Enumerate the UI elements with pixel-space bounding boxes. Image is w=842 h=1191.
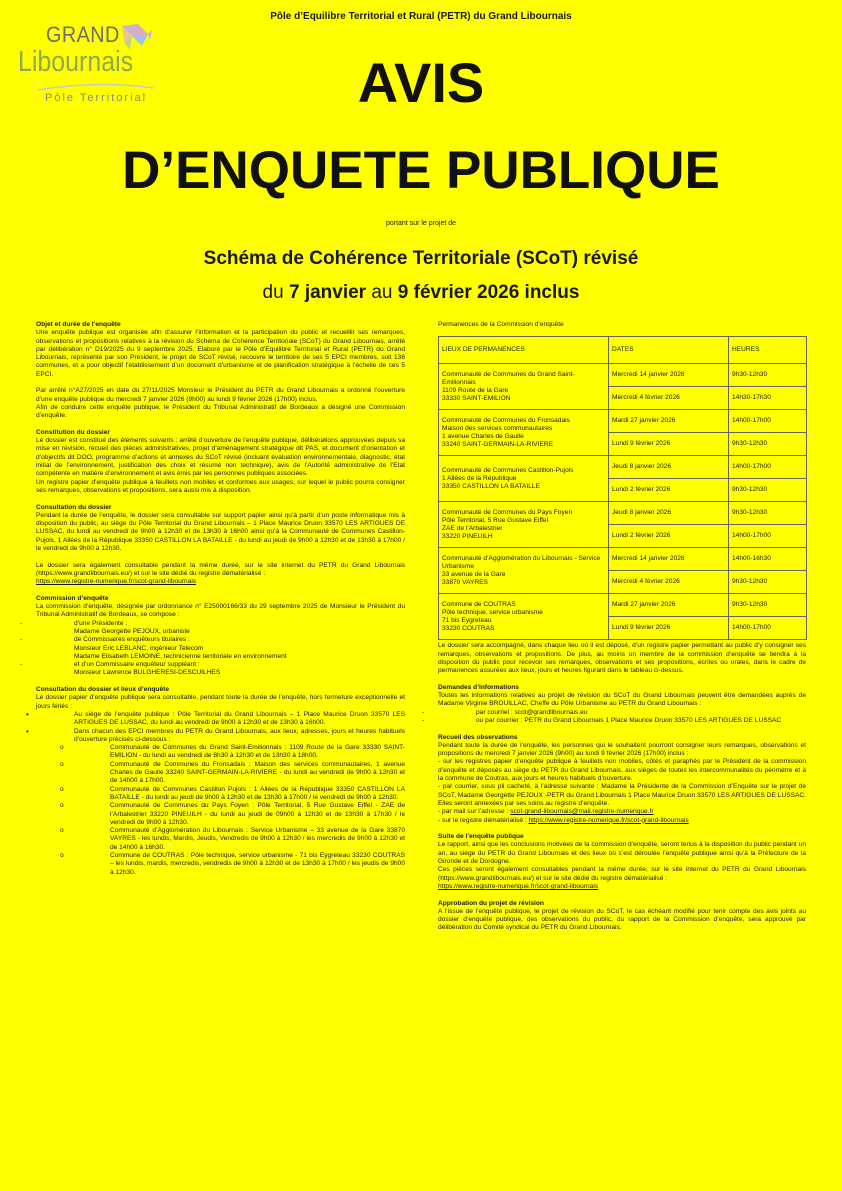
section-consultation-web bbox=[36, 562, 405, 587]
commission-presidente-label: - d’une Présidente : bbox=[36, 620, 405, 628]
page-title-avis: AVIS bbox=[357, 51, 485, 114]
constitution-paragraph-2: Un registre papier d’enquête publique à feuillets non mobiles et conformes aux usages, sur lequel le public pourra consigner ses remarques, observations et propositions, sera aussi mis à disposition. bbox=[36, 478, 405, 494]
recueil-registre-label: - sur le registre dématérialisé : bbox=[438, 816, 529, 824]
table-cell-heure: 14h00-17h00 bbox=[729, 617, 807, 640]
objet-paragraph-1: Une enquête publique est organisée afin d’assurer l’information et la participation du public et recueillir ses remarques, observations et propositions relatives à la révision du Schéma de Cohérence Territoriale (SCoT) du Grand Libournais, arrêté par délibération n° D19/2025 du 9 septembre 2025. Elaboré par le Pôle d’Equilibre Territorial et Rural (PETR) du Grand Libournais, représenté par son Président, le projet de SCoT révisé, recouvre le territoire de ses 5 EPCI membres, soit 136 communes, et a pour objectif l’établissement d’un document d’urbanisme et de planification stratégique à l’échelle de ces 5 EPCI. bbox=[36, 329, 405, 378]
lieu-line: Communauté de Communes du Grand Saint-Emilionnais bbox=[442, 370, 575, 386]
table-cell-lieu bbox=[439, 548, 609, 594]
lieu-line: 1 avenue Charles de Gaulle bbox=[442, 432, 524, 440]
table-cell-heure: 9h30-12h30 bbox=[729, 364, 807, 387]
lieu-line: Pôle Territorial, 5 Rue Gustave Eiffel bbox=[442, 516, 549, 524]
commission-presidente: Madame Georgette PEJOUX, urbaniste bbox=[74, 627, 190, 635]
lieux-item-fronsadais: o Communauté de Communes du Fronsadais : Maison des services communautaires, 1 avenue Charles de Gaulle 33240 SAINT-GERMAIN-LA-RIVIERE - du lundi au vendredi de 9h00 à 12h30 et de 14h00 à 17h00. bbox=[72, 761, 405, 786]
demandes-courrier: - ou par courrier : PETR du Grand Libournais 1 Place Maurice Druon 33570 LES ARTIGUES DE LUSSAC bbox=[438, 717, 806, 725]
dates-start: 7 janvier bbox=[288, 282, 367, 303]
section-arrete bbox=[36, 387, 405, 420]
table-cell-lieu bbox=[439, 410, 609, 456]
recueil-mail-label: - par mail sur l’adresse : bbox=[438, 808, 511, 816]
page-title-enquete: D’ENQUETE PUBLIQUE bbox=[122, 141, 720, 200]
section-permanences-text bbox=[438, 642, 806, 675]
dates-du: du bbox=[262, 282, 289, 303]
constitution-title: Constitution du dossier bbox=[36, 428, 110, 436]
table-header-heures: HEURES bbox=[729, 337, 807, 364]
suite-title: Suite de l’enquête publique bbox=[438, 833, 524, 841]
permanences-table bbox=[438, 336, 807, 640]
recueil-paragraph-1: Pendant toute la durée de l’enquête, les personnes qui le souhaitent pourront consigner leurs remarques, observations et propositions du mercredi 7 janvier 2026 (9h00) au lundi 9 février 2026 (17h00) inclus : bbox=[438, 741, 806, 758]
suite-registre-link[interactable]: https://www.registre-numerique.fr/scot-grand-libournais bbox=[438, 882, 599, 890]
demandes-courriel: - par courriel : scot@grandlibournais.eu bbox=[438, 709, 806, 717]
logo-grand-text: GRAND bbox=[46, 22, 120, 47]
commission-suppleant: Monsieur Lawrence BULGHERESI-DESCUILHES bbox=[74, 669, 221, 677]
table-cell-date: Lundi 2 février 2026 bbox=[609, 525, 729, 548]
objet-title: Objet et durée de l’enquête bbox=[36, 321, 121, 328]
logo-libournais-text: Libournais bbox=[18, 46, 134, 78]
table-cell-date: Mercredi 4 février 2026 bbox=[609, 387, 729, 410]
consultation-paragraph-2: Le dossier sera également consultable pendant la même durée, sur le site internet du PETR du Grand Libournais (https://www.grandlibournais.eu/) et sur le site dédié du registre dématérialisé : bbox=[36, 561, 405, 577]
lieu-line: 33220 PINEUILH bbox=[442, 532, 493, 540]
table-cell-date: Mercredi 14 janvier 2026 bbox=[609, 364, 729, 387]
section-constitution bbox=[36, 429, 405, 495]
logo-pole-text: Pôle Territorial bbox=[45, 92, 148, 104]
section-consultation bbox=[36, 504, 405, 554]
suite-paragraph-1: Le rapport, ainsi que les conclusions motivées de la commission d’enquête, seront tenus à la disposition du public pendant un an, au siège du PETR du Grand Libournais et des lieux où s’est déroulée l’enquête publique ainsi qu’à la Préfecture de la Gironde et de Dordogne. bbox=[438, 841, 806, 866]
scot-title: Schéma de Cohérence Territoriale (SCoT) révisé bbox=[203, 248, 639, 269]
recueil-paragraph-2: - sur les registres papier d’enquête publique à feuillets non mobiles, côtés et paraphés par le Président de la commission d’enquête et déposés au siège du PETR du Grand Libournais, aux sièges de toutes les intercommunalités du périmètre et à la commune de Coutras, aux jours et heures habituels d’ouverture. bbox=[438, 758, 806, 783]
lieux-item-coutras: o Commune de COUTRAS : Pôle technique, service urbanisme - 71 bis Eygreteau 33230 COUTRAS – les lundis, mardis, mercredis, vendredis de 9h00 à 12h30 et de 13h30 à 17h00 / les jeudis de 9h00 à 12h30. bbox=[72, 852, 405, 877]
lieu-line: Communauté de Communes du Pays Foyen bbox=[442, 508, 573, 516]
commission-title: Commission d’enquête bbox=[36, 594, 109, 602]
table-cell-lieu bbox=[439, 364, 609, 410]
approbation-title: Approbation du projet de révision bbox=[438, 899, 544, 907]
lieu-line: 33330 SAINT-EMILION bbox=[442, 394, 511, 402]
lieu-line: 33240 SAINT-GERMAIN-LA-RIVIERE bbox=[442, 440, 554, 448]
table-cell-heure: 14h30-17h30 bbox=[729, 387, 807, 410]
table-row bbox=[439, 410, 807, 433]
lieu-line: 71 bis Eygreteau bbox=[442, 616, 492, 624]
lieux-item-castillon: o Communauté de Communes Castillon Pujols : 1 Allées de la République 33350 CASTILLON LA BATAILLE - du lundi au jeudi de 9h00 à 12h30 et de 13h30 à 17h00 / le vendredi de 9h00 à 12h30. bbox=[72, 786, 405, 803]
permanences-title: Permanences de la Commission d’enquête bbox=[438, 321, 564, 328]
table-cell-heure: 14h00-17h00 bbox=[729, 410, 807, 433]
permanences-paragraph: Le dossier sera accompagné, dans chaque lieu où il est déposé, d’un registre papier permettant au public d’y consigner ses remarques, observations et propositions. De plus, au moins un membre de la commission d’enquête se tiendra à la disposition du public pour recevoir ses remarques, observations et ses propositions, écrites ou orales, dans le cadre de permanences assurées aux lieux, jours et heures figurant dans le tableau ci-dessus. bbox=[438, 642, 806, 675]
recueil-mail-line bbox=[438, 808, 806, 816]
table-header-dates: DATES bbox=[609, 337, 729, 364]
table-row bbox=[439, 456, 807, 479]
table-cell-lieu bbox=[439, 594, 609, 640]
table-cell-date: Mercredi 14 janvier 2026 bbox=[609, 548, 729, 571]
lieux-item-saint-emilionnais: o Communauté de Communes du Grand Saint-Emilionnais : 1109 Route de la Gare 33330 SAINT-EMILION - du lundi au vendredi de 8h30 à 12h30 et de 13h30 à 18h00. bbox=[72, 744, 405, 761]
table-cell-date: Lundi 9 février 2026 bbox=[609, 433, 729, 456]
commission-paragraph: La commission d’enquête, désignée par ordonnance n° E25000166/33 du 29 septembre 2025 de Monsieur le Président du Tribunal Administratif de Bordeaux, se compose : bbox=[36, 603, 405, 619]
lieu-line: Communauté d’Agglomération du Libournais - Service Urbanisme bbox=[442, 554, 601, 570]
table-cell-heure: 14h00-17h00 bbox=[729, 456, 807, 479]
recueil-mail-link[interactable]: scot-grand-libournais@mail.registre-numerique.fr bbox=[510, 808, 654, 816]
table-row bbox=[439, 548, 807, 571]
consultation-title: Consultation du dossier bbox=[36, 503, 112, 511]
table-header-row bbox=[439, 337, 807, 364]
table-cell-date: Mardi 27 janvier 2026 bbox=[609, 410, 729, 433]
recueil-registre-line bbox=[438, 817, 806, 825]
lieu-line: 1109 Route de la Gare bbox=[442, 386, 509, 394]
lieux-item-pays-foyen: o Communauté de Communes du Pays Foyen : Pôle Territorial, 5 Rue Gustave Eiffel - ZAE de l’Arbalestrier 33220 PINEUILH - du lundi au jeudi de 09h00 à 12h30 et de 13h30 à 17h30 / le vendredi de 9h00 à 12h30. bbox=[72, 802, 405, 827]
lieu-line: ZAE de l’Arbalestrier bbox=[442, 524, 503, 532]
table-cell-heure: 14h00-17h00 bbox=[729, 525, 807, 548]
table-header-lieux: LIEUX DE PERMANENCES bbox=[439, 337, 609, 364]
table-cell-date: Jeudi 8 janvier 2026 bbox=[609, 502, 729, 525]
table-row bbox=[439, 502, 807, 525]
table-cell-date: Lundi 9 février 2026 bbox=[609, 617, 729, 640]
suite-paragraph-2: Ces pièces seront également consultables pendant la même durée, sur le site internet du PETR du Grand Libournais (https://www.grandlibournais.eu/) et sur le site dédié du registre dématérialisé : bbox=[438, 866, 806, 882]
section-lieux bbox=[36, 686, 405, 877]
table-cell-heure: 9h30-12h30 bbox=[729, 502, 807, 525]
left-column bbox=[36, 321, 405, 877]
lieu-line: 33350 CASTILLON LA BATAILLE bbox=[442, 482, 540, 490]
lieux-item-libournais: o Communauté d’Agglomération du Libournais : Service Urbanisme – 33 avenue de la Gare 33870 VAYRES - les lundis, Mardis, Jeudis, Vendredis de 9h00 à 12h30 / les mercredis de 9h00 à 12h30 et de 14h00 à 16h30. bbox=[72, 827, 405, 852]
lieu-line: 1 Allées de la République bbox=[442, 474, 517, 482]
dates-line bbox=[0, 282, 842, 304]
lieu-line: Pôle technique, service urbanisme bbox=[442, 608, 543, 616]
lieu-line: 33 avenue de la Gare bbox=[442, 570, 506, 578]
table-cell-heure: 14h00-16h30 bbox=[729, 548, 807, 571]
commission-suppleant-label: - et d’un Commissaire enquêteur suppléant : bbox=[36, 661, 405, 669]
table-cell-heure: 9h30-12h30 bbox=[729, 594, 807, 617]
dates-au: au bbox=[366, 282, 398, 303]
objet-paragraph-2: Par arrêté n°A27/2025 en date du 27/11/2025 Monsieur le Président du PETR du Grand Libournais a ordonné l’ouverture d’une enquête publique du mercredi 7 janvier 2026 (9h00) au lundi 9 février 2026 (17h00) inclus. bbox=[36, 387, 405, 403]
table-cell-date: Mercredi 4 février 2026 bbox=[609, 571, 729, 594]
table-cell-date: Mardi 27 janvier 2026 bbox=[609, 594, 729, 617]
lieu-line: Commune de COUTRAS bbox=[442, 600, 516, 608]
table-cell-date: Jeudi 8 janvier 2026 bbox=[609, 456, 729, 479]
table-cell-heure: 9h30-12h30 bbox=[729, 479, 807, 502]
dates-end: 9 février 2026 inclus bbox=[397, 282, 580, 303]
table-row bbox=[439, 594, 807, 617]
recueil-registre-link[interactable]: https://www.registre-numerique.fr/scot-grand-libournais bbox=[528, 816, 689, 824]
lieux-bullet-siege: • Au siège de l’enquête publique : Pôle Territorial du Grand Libournais – 1 Place Maurice Druon 33570 LES ARTIGUES DE LUSSAC, du lundi au vendredi de 9h00 à 12h30 et de 13h30 à 16h00. bbox=[36, 711, 405, 728]
section-approbation bbox=[438, 900, 806, 933]
lieu-line: 33230 COUTRAS bbox=[442, 624, 495, 632]
lieux-bullet-epci: • Dans chacun des EPCI membres du PETR du Grand Libournais, aux lieux, adresses, jours et heures habituels d’ouverture précisés ci-dessous : bbox=[36, 728, 405, 745]
recueil-title: Recueil des observations bbox=[438, 733, 518, 741]
table-cell-lieu bbox=[439, 502, 609, 548]
lieu-line: Maison des services communautaires bbox=[442, 424, 553, 432]
table-cell-heure: 9h30-12h30 bbox=[729, 571, 807, 594]
petr-header-line: Pôle d’Equilibre Territorial et Rural (PETR) du Grand Libournais bbox=[270, 11, 572, 22]
table-cell-heure: 9h30-12h30 bbox=[729, 433, 807, 456]
lieux-paragraph: Le dossier papier d’enquête publique sera consultable, pendant toute la durée de l’enquête, hors fermeture exceptionnelle et jours fériés : bbox=[36, 694, 405, 710]
section-demandes bbox=[438, 684, 806, 725]
permanences-table-body bbox=[439, 364, 807, 640]
commission-titulaire-2: Madame Elisabeth LEMOINE, technicienne territoriale en environnement bbox=[74, 652, 287, 660]
right-column bbox=[438, 321, 806, 933]
table-cell-lieu bbox=[439, 456, 609, 502]
portant-subtitle: portant sur le projet de bbox=[385, 220, 457, 227]
approbation-paragraph: A l’issue de l’enquête publique, le projet de révision du SCoT, le cas échéant modifié pour tenir compte des avis joints au dossier d’enquête publique, des observations du public, du rapport de la Commission d’enquête, sera approuvé par délibération du Comité syndical du PETR du Grand Libournais. bbox=[438, 907, 806, 932]
table-row bbox=[439, 364, 807, 387]
commission-titulaires-label: - de Commissaires enquêteurs titulaires : bbox=[36, 636, 405, 644]
commission-titulaire-1: Monsieur Eric LEBLANC, ingénieur Telecom bbox=[74, 644, 204, 652]
table-cell-date: Lundi 2 février 2026 bbox=[609, 479, 729, 502]
demandes-paragraph: Toutes les informations relatives au projet de révision du SCoT du Grand Libournais peuvent être demandées auprès de Madame Virginie BROUILLAC, Cheffe du Pôle Urbanisme au PETR du Grand Libournais : bbox=[438, 692, 806, 708]
section-objet bbox=[36, 321, 405, 379]
consultation-registre-link[interactable]: https://www.registre-numerique.fr/scot-grand-libournais bbox=[36, 578, 197, 586]
lieu-line: 33870 VAYRES bbox=[442, 578, 488, 586]
lieux-sublist bbox=[36, 744, 405, 877]
section-commission bbox=[36, 595, 405, 678]
consultation-paragraph-1: Pendant la durée de l’enquête, le dossier sera consultable sur support papier ainsi qu’à partir d’un poste informatique mis à disposition du public, au siège du Pôle Territorial du Grand Libournais – 1 Place Maurice Druon 33570 LES ARTIGUES DE LUSSAC, du lundi au vendredi de 9h00 à 12h30 et de 13h30 à 16h00 ainsi qu’à la Communauté de Communes Castillon-Pujols, 1 Allées de la République 33350 CASTILLON LA BATAILLE - du lundi au jeudi de 9h00 à 12h30 et de 13h30 à 17h00 / le vendredi de 9h00 à 12h30. bbox=[36, 511, 405, 553]
recueil-paragraph-3: - par courrier, sous pli cacheté, à l’adresse suivante : Madame la Présidente de la Commission d’Enquête sur le projet de SCoT, Madame Georgette PEJOUX -PETR du Grand Libournais 1 Place Maurice Druon 33570 LES ARTIGUES DE LUSSAC. Elles seront annexées par ses soins au registre d’enquête. bbox=[438, 783, 806, 807]
lieu-line: Communauté de Communes du Fronsadais bbox=[442, 416, 570, 424]
objet-paragraph-3: Afin de conduire cette enquête publique, le Président du Tribunal Administratif de Bordeaux a désigné une Commission d’enquête. bbox=[36, 403, 405, 420]
section-suite bbox=[438, 833, 806, 891]
section-recueil bbox=[438, 734, 806, 825]
demandes-title: Demandes d’informations bbox=[438, 683, 519, 691]
lieux-title: Consultation du dossier et lieux d’enquête bbox=[36, 686, 169, 694]
constitution-paragraph-1: Le dossier est constitué des éléments suivants : arrêté d’ouverture de l’enquête publique, délibérations approuvées depuis sa mise en révision, recueil des pièces administratives, projet d’aménagement stratégique dit PAS, et document d’orientation et d’objectifs dit DOO, programme d’actions et annexes du SCoT révisé (incluant évaluation environnementale, diagnostic, état initial de l’environnement, justification des choix et résumé non technique), avis de l’Autorité administrative de l’Etat compétente en matière d’environnement et avis émis par les personnes publiques associées. bbox=[36, 437, 405, 478]
lieu-line: Communauté de Communes Castillon-Pujols bbox=[442, 466, 574, 474]
